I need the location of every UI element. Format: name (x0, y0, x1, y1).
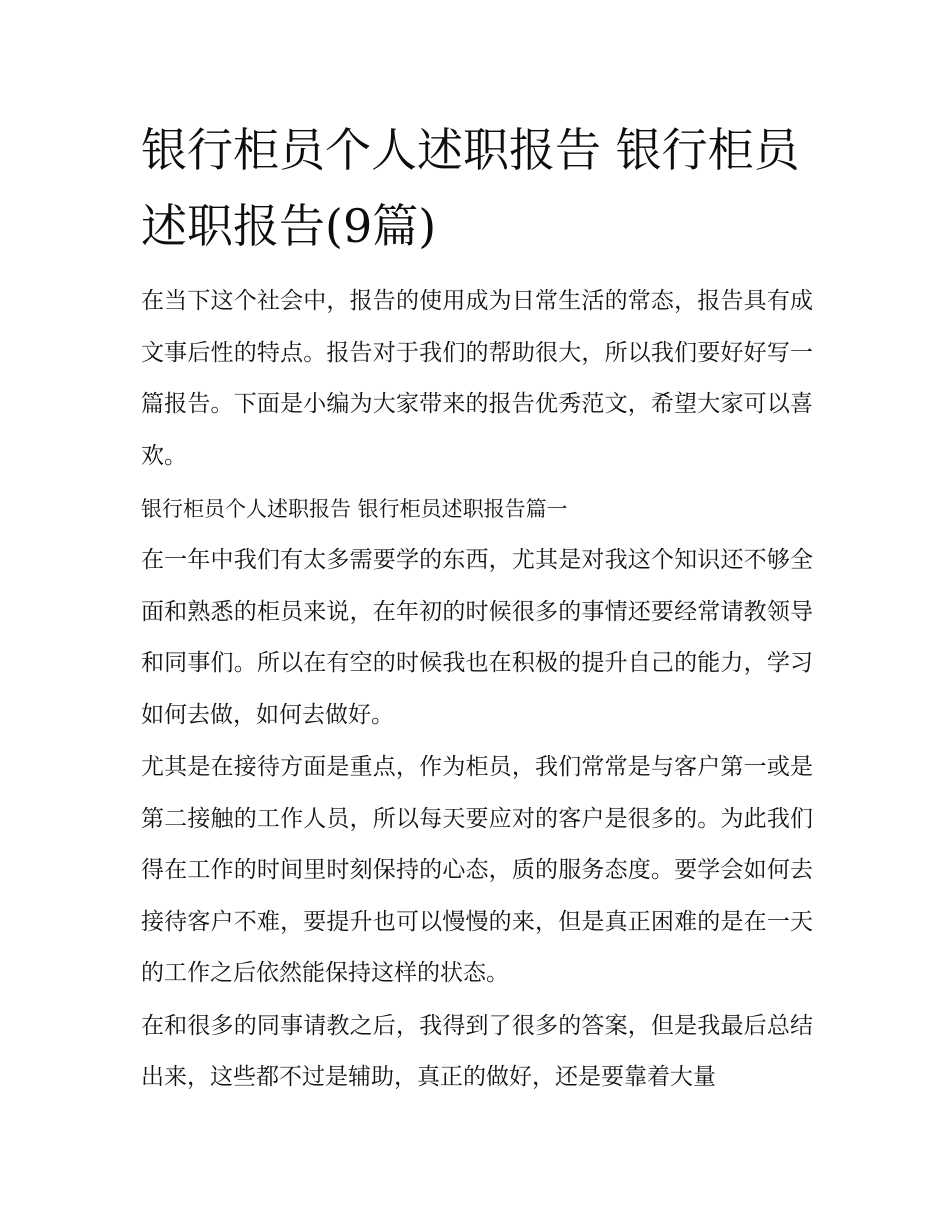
section-heading: 银行柜员个人述职报告 银行柜员述职报告篇一 (141, 497, 568, 521)
document-content (141, 112, 813, 1105)
document-title: 银行柜员个人述职报告 银行柜员述职报告(9篇) (141, 123, 800, 253)
intro-paragraph: 在当下这个社会中，报告的使用成为日常生活的常态，报告具有成文事后性的特点。报告对于我们的帮助很大，所以我们要好好写一篇报告。下面是小编为大家带来的报告优秀范文，希望大家可以喜欢。 (141, 288, 813, 469)
body-paragraph-2: 尤其是在接待方面是重点，作为柜员，我们常常是与客户第一或是第二接触的工作人员，所以每天要应对的客户是很多的。为此我们得在工作的时间里时刻保持的心态，质的服务态度。要学会如何去接待客户不难，要提升也可以慢慢的来，但是真正困难的是在一天的工作之后依然能保持这样的状态。 (141, 754, 813, 986)
document-body (141, 276, 813, 1104)
body-paragraph-1: 在一年中我们有太多需要学的东西，尤其是对我这个知识还不够全面和熟悉的柜员来说，在年初的时候很多的事情还要经常请教领导和同事们。所以在有空的时候我也在积极的提升自己的能力，学习如何去做，如何去做好。 (141, 547, 813, 728)
body-paragraph-3: 在和很多的同事请教之后，我得到了很多的答案，但是我最后总结出来，这些都不过是辅助，真正的做好，还是要靠着大量 (141, 1012, 813, 1090)
